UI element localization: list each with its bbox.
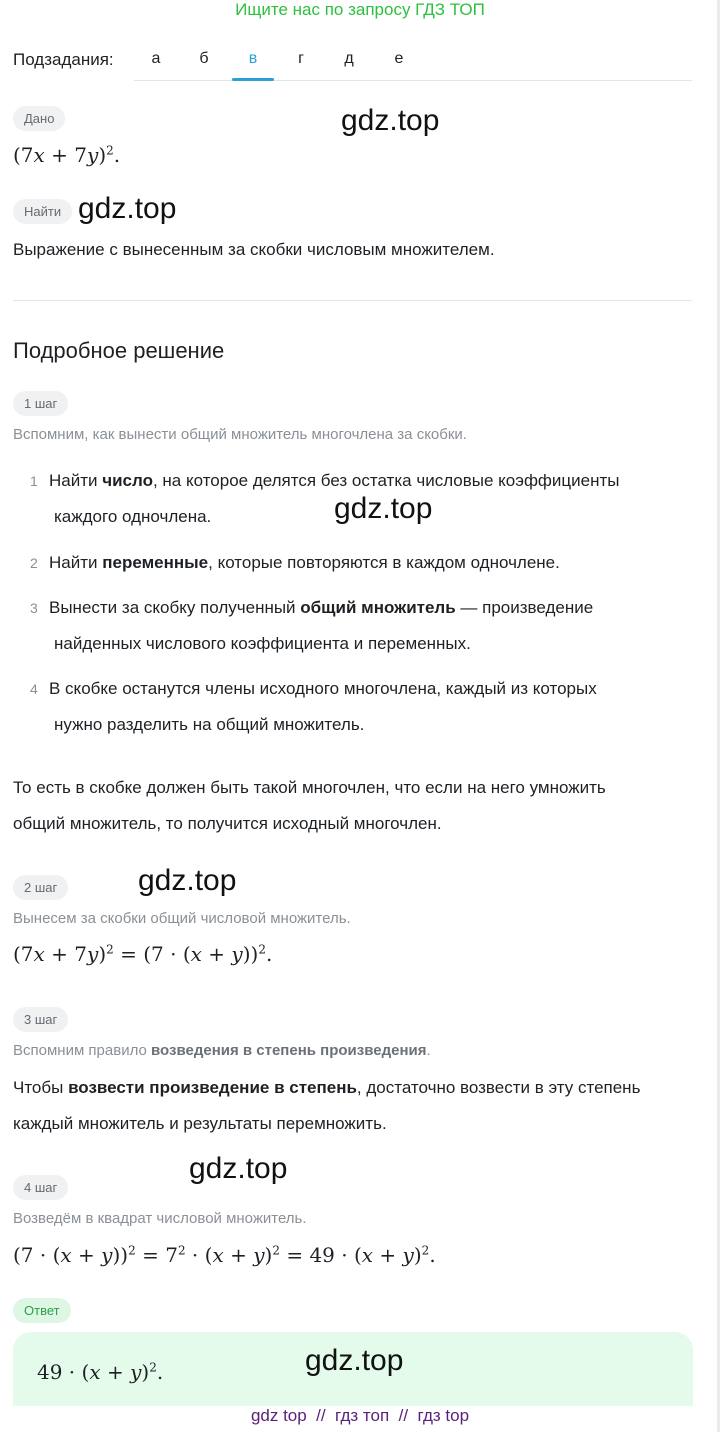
given-expression: $(7x + 7y)^2$. <box>13 143 121 167</box>
step4-intro: Возведём в квадрат числовой множитель. <box>13 1210 307 1227</box>
tab-b[interactable]: б <box>199 50 209 67</box>
step4-badge: 4 шаг <box>13 1175 68 1200</box>
step4-expression: $(7 \cdot (x + y))^2 = 7^2 \cdot (x + y)^2 = 49 \cdot (x + y)^2$. <box>13 1243 436 1267</box>
watermark: gdz.top <box>138 864 237 897</box>
step1-badge: 1 шаг <box>13 391 68 416</box>
watermark: gdz.top <box>78 192 177 225</box>
answer-expression: $49 \cdot (x + y)^2$. <box>37 1360 164 1384</box>
step3-rule: Чтобы возвести произведение в степень, достаточно возвести в эту степень каждый множитель и результаты перемножить. <box>13 1078 641 1133</box>
watermark: gdz.top <box>189 1152 288 1185</box>
find-text: Выражение с вынесенным за скобки числовым множителем. <box>13 240 495 259</box>
tab-e[interactable]: е <box>394 50 404 67</box>
answer-badge: Ответ <box>13 1298 71 1323</box>
step2-badge: 2 шаг <box>13 875 68 900</box>
subtask-tabs <box>134 40 692 81</box>
subtasks-label: Подзадания: <box>13 50 114 69</box>
list-item: 1 Найти число, на которое делятся без остатка числовые коэффициенты каждого одночлена. <box>30 471 620 526</box>
tab-a[interactable]: а <box>151 50 161 67</box>
tab-v[interactable]: в <box>248 50 258 67</box>
step2-intro: Вынесем за скобки общий числовой множитель. <box>13 910 351 927</box>
active-tab-indicator <box>232 78 274 81</box>
step3-badge: 3 шаг <box>13 1007 68 1032</box>
find-badge: Найти <box>13 199 72 224</box>
search-banner: Ищите нас по запросу ГДЗ ТОП <box>235 0 485 19</box>
watermark: gdz.top <box>334 492 433 525</box>
list-item: 4 В скобке останутся члены исходного многочлена, каждый из которых нужно разделить на общий множитель. <box>30 679 597 734</box>
tab-d[interactable]: д <box>344 50 354 67</box>
list-item: 3 Вынести за скобку полученный общий множитель — произведение найденных числового коэффициента и переменных. <box>30 598 594 653</box>
step1-summary: То есть в скобке должен быть такой многочлен, что если на него умножить общий множитель, то получится исходный многочлен. <box>13 778 606 833</box>
watermark: gdz.top <box>305 1344 404 1377</box>
watermark: gdz.top <box>341 104 440 137</box>
tab-g[interactable]: г <box>298 50 304 67</box>
footer-links[interactable]: gdz top // гдз топ // гдз top <box>250 1406 470 1425</box>
step3-intro: Вспомним правило возведения в степень произведения. <box>13 1042 431 1059</box>
step1-intro: Вспомним, как вынести общий множитель многочлена за скобки. <box>13 426 467 443</box>
solution-title: Подробное решение <box>13 338 225 363</box>
divider <box>13 300 692 301</box>
list-item: 2 Найти переменные, которые повторяются в каждом одночлене. <box>30 553 560 572</box>
given-badge: Дано <box>13 106 65 131</box>
step2-expression: $(7x + 7y)^2 = (7 \cdot (x + y))^2$. <box>13 942 273 966</box>
